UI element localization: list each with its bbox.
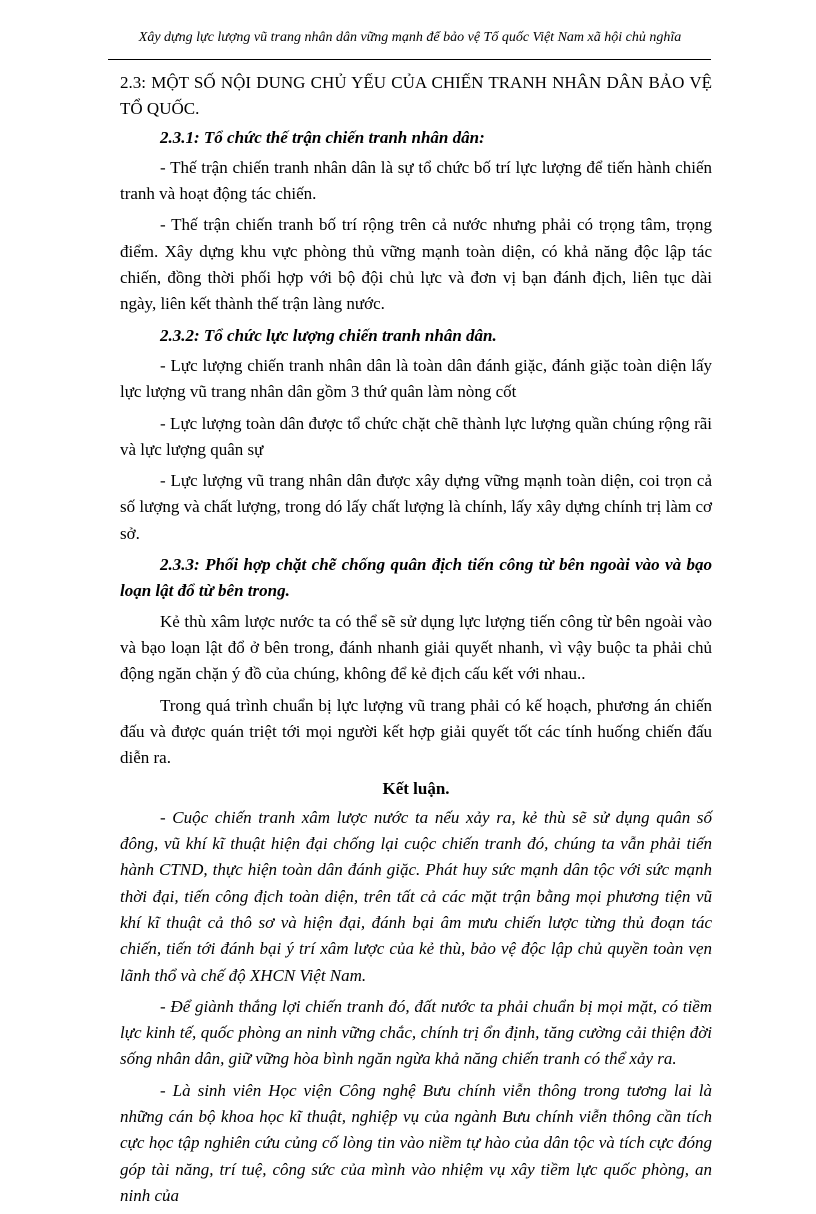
paragraph: - Thế trận chiến tranh nhân dân là sự tổ chức bố trí lực lượng để tiến hành chiến tranh và hoạt động tác chiến. [120,157,712,204]
conclusion-heading: Kết luận. [382,779,450,799]
subsection-heading-2-3-2: 2.3.2: Tổ chức lực lượng chiến tranh nhân dân. [160,325,497,345]
subsection-heading-2-3-3: 2.3.3: Phối hợp chặt chẽ chống quân địch tiến công từ bên ngoài vào và bạo loạn lật đổ từ bên trong. [120,555,712,601]
paragraph: - Lực lượng vũ trang nhân dân được xây dựng vững mạnh toàn diện, coi trọn cả số lượng và chất lượng, trong dó lấy chất lượng là chính, lấy xây dựng chính trị làm cơ sở. [120,471,712,543]
paragraph: - Lực lượng chiến tranh nhân dân là toàn dân đánh giặc, đánh giặc toàn diện lấy lực lượng vũ trang nhân dân gồm 3 thứ quân làm nòng cốt [120,355,712,402]
section-title: 2.3: MỘT SỐ NỘI DUNG CHỦ YẾU CỦA CHIẾN TRANH NHÂN DÂN BẢO VỆ TỔ QUỐC. [120,73,712,119]
running-header: Xây dựng lực lượng vũ trang nhân dân vững mạnh để bảo vệ Tổ quốc Việt Nam xã hội chủ nghĩa [138,30,682,45]
subsection-heading-2-3-1: 2.3.1: Tổ chức thế trận chiến tranh nhân dân: [160,127,485,147]
paragraph: - Thế trận chiến tranh bố trí rộng trên cả nước nhưng phải có trọng tâm, trọng điểm. Xây dựng khu vực phòng thủ vững mạnh toàn diện, có khả năng độc lập tác chiến, đồng thời phối hợp với bộ đội chủ lực và đơn vị bạn đánh địch, liên tục dài ngày, liên kết thành thế trận làng nước. [120,215,712,314]
paragraph: Trong quá trình chuẩn bị lực lượng vũ trang phải có kế hoạch, phương án chiến đấu và được quán triệt tới mọi người kết hợp giải quyết tốt các tính huống chiến đấu diễn ra. [120,695,712,768]
conclusion-paragraph: - Cuộc chiến tranh xâm lược nước ta nếu xảy ra, kẻ thù sẽ sử dụng quân số đông, vũ khí kĩ thuật hiện đại chống lại cuộc chiến tranh đó, chúng ta vẫn phải tiến hành CTND, thực hiện toàn dân đánh giặc. Phát huy sức mạnh dân tộc với sức mạnh thời đại, tiến công địch toàn diện, trên tất cả các mặt trận bằng mọi phương tiện vũ khí kĩ thuật cả thô sơ và hiện đại, đánh bại âm mưu chiến lược từng thủ đoạn tác chiến, tiến tới đánh bại ý trí xâm lược của kẻ thù, bảo vệ độc lập chủ quyền toàn vẹn lãnh thổ và chế độ XHCN Việt Nam. [120,807,712,985]
conclusion-paragraph: - Để giành thắng lợi chiến tranh đó, đất nước ta phải chuẩn bị mọi mặt, có tiềm lực kinh tế, quốc phòng an ninh vững chắc, chính trị ổn định, tăng cường cải thiện đời sống nhân dân, giữ vững hòa bình ngăn ngừa khả năng chiến tranh có thể xảy ra. [120,996,712,1069]
body-content [120,70,712,1214]
paragraph: - Lực lượng toàn dân được tổ chức chặt chẽ thành lực lượng quần chúng rộng rãi và lực lượng quân sự [120,413,712,459]
paragraph: Kẻ thù xâm lược nước ta có thể sẽ sử dụng lực lượng tiến công từ bên ngoài vào và bạo loạn lật đổ ở bên trong, đánh nhanh giải quyết nhanh, vì vậy buộc ta phải chủ động ngăn chặn ý đồ của chúng, không để kẻ địch cấu kết với nhau.. [120,611,712,684]
conclusion-paragraph: - Là sinh viên Học viện Công nghệ Bưu chính viễn thông trong tương lai là những cán bộ khoa học kĩ thuật, nghiệp vụ của ngành Bưu chính viễn thông cần tích cực học tập nghiên cứu củng cố lòng tin vào niềm tự hào của dân tộc và tích cực đóng góp tài năng, trí tuệ, công sức của mình vào nhiệm vụ xây tiềm lực quốc phòng, an ninh của [120,1080,712,1205]
header-rule [108,59,711,60]
